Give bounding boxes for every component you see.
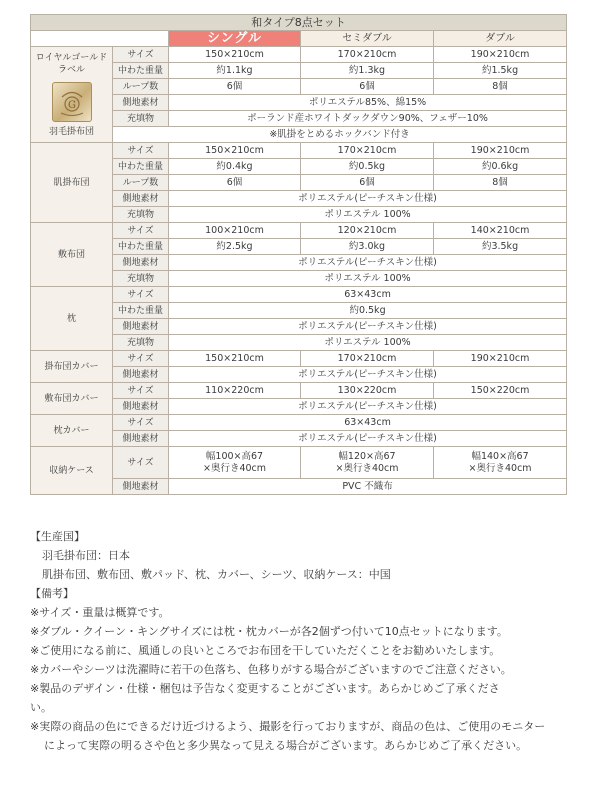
attr-weight: 中わた重量 bbox=[113, 159, 169, 175]
royal-label-line1: ロイヤルゴールド bbox=[35, 52, 108, 63]
attr-size: サイズ bbox=[113, 287, 169, 303]
remarks-heading: 【備考】 bbox=[30, 587, 74, 600]
value-cell: 約3.5kg bbox=[434, 239, 567, 255]
merged-value-cell: ポリエステル85%、綿15% bbox=[169, 95, 567, 111]
value-cell bbox=[169, 447, 301, 479]
value-cell bbox=[434, 447, 567, 479]
attr-size: サイズ bbox=[113, 47, 169, 63]
size-header-single: シングル bbox=[169, 31, 301, 47]
table-row bbox=[31, 143, 567, 159]
attr-weight: 中わた重量 bbox=[113, 239, 169, 255]
attr-loops: ループ数 bbox=[113, 79, 169, 95]
royal-label-line2: ラベル bbox=[57, 64, 85, 75]
item-name-makuracover: 枕カバー bbox=[31, 415, 113, 447]
attr-size: サイズ bbox=[113, 383, 169, 399]
item-name-shikifuton: 敷布団 bbox=[31, 223, 113, 287]
remark-line: によって実際の明るさや色と多少異なって見える場合がございます。あらかじめご了承ください。 bbox=[44, 739, 528, 752]
attr-material: 側地素材 bbox=[113, 399, 169, 415]
table-title: 和タイプ8点セット bbox=[31, 15, 567, 31]
remark-line: ※サイズ・重量は概算です。 bbox=[30, 606, 170, 619]
merged-value-cell: 63×43cm bbox=[169, 415, 567, 431]
attr-filling: 充填物 bbox=[113, 111, 169, 127]
case-size-line2: ×奥行き40cm bbox=[202, 462, 267, 474]
hook-band-note: ※肌掛をとめるホックバンド付き bbox=[113, 127, 567, 143]
item-name-shikicover: 敷布団カバー bbox=[31, 383, 113, 415]
value-cell: 170×210cm bbox=[301, 143, 434, 159]
attr-size: サイズ bbox=[113, 447, 169, 479]
item-name-case: 収納ケース bbox=[31, 447, 113, 495]
attr-material: 側地素材 bbox=[113, 255, 169, 271]
royal-item-name: 羽毛掛布団 bbox=[48, 126, 94, 137]
spec-table bbox=[30, 14, 567, 495]
attr-filling: 充填物 bbox=[113, 335, 169, 351]
remark-line: ※ご使用になる前に、風通しの良いところでお布団を干していただくことをお勧めいたします。 bbox=[30, 644, 501, 657]
value-cell: 8個 bbox=[434, 79, 567, 95]
value-cell: 190×210cm bbox=[434, 143, 567, 159]
value-cell: 190×210cm bbox=[434, 47, 567, 63]
remark-line: ※ダブル・クイーン・キングサイズには枕・枕カバーが各2個ずつ付いて10点セットになります。 bbox=[30, 625, 508, 638]
value-cell: 130×220cm bbox=[301, 383, 434, 399]
merged-value-cell: 約0.5kg bbox=[169, 303, 567, 319]
value-cell: 150×210cm bbox=[169, 47, 301, 63]
merged-value-cell: ポリエステル 100% bbox=[169, 207, 567, 223]
case-size-line2: ×奥行き40cm bbox=[468, 462, 532, 474]
merged-value-cell: ポリエステル 100% bbox=[169, 335, 567, 351]
value-cell bbox=[301, 447, 434, 479]
merged-value-cell: PVC 不織布 bbox=[169, 479, 567, 495]
origin-line: 羽毛掛布団：日本 bbox=[42, 549, 130, 562]
attr-material: 側地素材 bbox=[113, 367, 169, 383]
table-row bbox=[31, 383, 567, 399]
value-cell: 約1.5kg bbox=[434, 63, 567, 79]
table-row bbox=[31, 447, 567, 479]
case-size-line1: 幅120×高67 bbox=[338, 450, 396, 462]
royal-gold-emblem-icon bbox=[52, 82, 92, 122]
attr-material: 側地素材 bbox=[113, 95, 169, 111]
item-name-kakecover: 掛布団カバー bbox=[31, 351, 113, 383]
value-cell: 約1.3kg bbox=[301, 63, 434, 79]
value-cell: 約1.1kg bbox=[169, 63, 301, 79]
merged-value-cell: ポリエステル(ピーチスキン仕様) bbox=[169, 255, 567, 271]
value-cell: 約2.5kg bbox=[169, 239, 301, 255]
value-cell: 6個 bbox=[169, 175, 301, 191]
notes-section bbox=[30, 527, 575, 755]
case-size-line2: ×奥行き40cm bbox=[335, 462, 399, 474]
attr-filling: 充填物 bbox=[113, 207, 169, 223]
case-size-line1: 幅140×高67 bbox=[471, 450, 529, 462]
value-cell: 8個 bbox=[434, 175, 567, 191]
attr-material: 側地素材 bbox=[113, 191, 169, 207]
merged-value-cell: ポーランド産ホワイトダックダウン90%、フェザー10% bbox=[169, 111, 567, 127]
table-title-row bbox=[31, 15, 567, 31]
attr-filling: 充填物 bbox=[113, 271, 169, 287]
value-cell: 170×210cm bbox=[301, 47, 434, 63]
table-row bbox=[31, 223, 567, 239]
merged-value-cell: 63×43cm bbox=[169, 287, 567, 303]
table-row bbox=[31, 351, 567, 367]
value-cell: 6個 bbox=[301, 175, 434, 191]
merged-value-cell: ポリエステル(ピーチスキン仕様) bbox=[169, 431, 567, 447]
value-cell: 140×210cm bbox=[434, 223, 567, 239]
attr-loops: ループ数 bbox=[113, 175, 169, 191]
remark-line: ※カバーやシーツは洗濯時に若干の色落ち、色移りがする場合がございますのでご注意ください。 bbox=[30, 663, 512, 676]
value-cell: 6個 bbox=[301, 79, 434, 95]
merged-value-cell: ポリエステル 100% bbox=[169, 271, 567, 287]
size-header-double: ダブル bbox=[434, 31, 567, 47]
attr-material: 側地素材 bbox=[113, 479, 169, 495]
value-cell: 100×210cm bbox=[169, 223, 301, 239]
merged-value-cell: ポリエステル(ピーチスキン仕様) bbox=[169, 367, 567, 383]
attr-size: サイズ bbox=[113, 351, 169, 367]
table-row bbox=[31, 415, 567, 431]
value-cell: 110×220cm bbox=[169, 383, 301, 399]
spec-table-wrapper bbox=[30, 14, 566, 495]
value-cell: 150×210cm bbox=[169, 143, 301, 159]
attr-size: サイズ bbox=[113, 223, 169, 239]
value-cell: 190×210cm bbox=[434, 351, 567, 367]
attr-material: 側地素材 bbox=[113, 319, 169, 335]
table-row bbox=[31, 47, 567, 63]
value-cell: 170×210cm bbox=[301, 351, 434, 367]
attr-weight: 中わた重量 bbox=[113, 63, 169, 79]
origin-heading: 【生産国】 bbox=[30, 530, 85, 543]
size-header-row bbox=[31, 31, 567, 47]
royal-gold-label-cell bbox=[31, 47, 113, 143]
value-cell: 約0.6kg bbox=[434, 159, 567, 175]
case-size-line1: 幅100×高67 bbox=[205, 450, 264, 462]
header-blank bbox=[31, 31, 169, 47]
attr-size: サイズ bbox=[113, 143, 169, 159]
value-cell: 約0.5kg bbox=[301, 159, 434, 175]
origin-line: 肌掛布団、敷布団、敷パッド、枕、カバー、シーツ、収納ケース：中国 bbox=[42, 568, 391, 581]
merged-value-cell: ポリエステル(ピーチスキン仕様) bbox=[169, 399, 567, 415]
table-row bbox=[31, 287, 567, 303]
value-cell: 約0.4kg bbox=[169, 159, 301, 175]
remark-line: い。 bbox=[30, 701, 52, 714]
value-cell: 6個 bbox=[169, 79, 301, 95]
svg-text:G: G bbox=[67, 99, 76, 111]
item-name-hadagake: 肌掛布団 bbox=[31, 143, 113, 223]
item-name-makura: 枕 bbox=[31, 287, 113, 351]
value-cell: 150×220cm bbox=[434, 383, 567, 399]
size-header-semidouble: セミダブル bbox=[301, 31, 434, 47]
attr-material: 側地素材 bbox=[113, 431, 169, 447]
value-cell: 150×210cm bbox=[169, 351, 301, 367]
merged-value-cell: ポリエステル(ピーチスキン仕様) bbox=[169, 319, 567, 335]
attr-weight: 中わた重量 bbox=[113, 303, 169, 319]
merged-value-cell: ポリエステル(ピーチスキン仕様) bbox=[169, 191, 567, 207]
value-cell: 120×210cm bbox=[301, 223, 434, 239]
attr-size: サイズ bbox=[113, 415, 169, 431]
remark-line: ※実際の商品の色にできるだけ近づけるよう、撮影を行っておりますが、商品の色は、ご使用のモニター bbox=[30, 720, 546, 733]
remark-line: ※製品のデザイン・仕様・梱包は予告なく変更することがございます。あらかじめご了承くださ bbox=[30, 682, 500, 695]
value-cell: 約3.0kg bbox=[301, 239, 434, 255]
